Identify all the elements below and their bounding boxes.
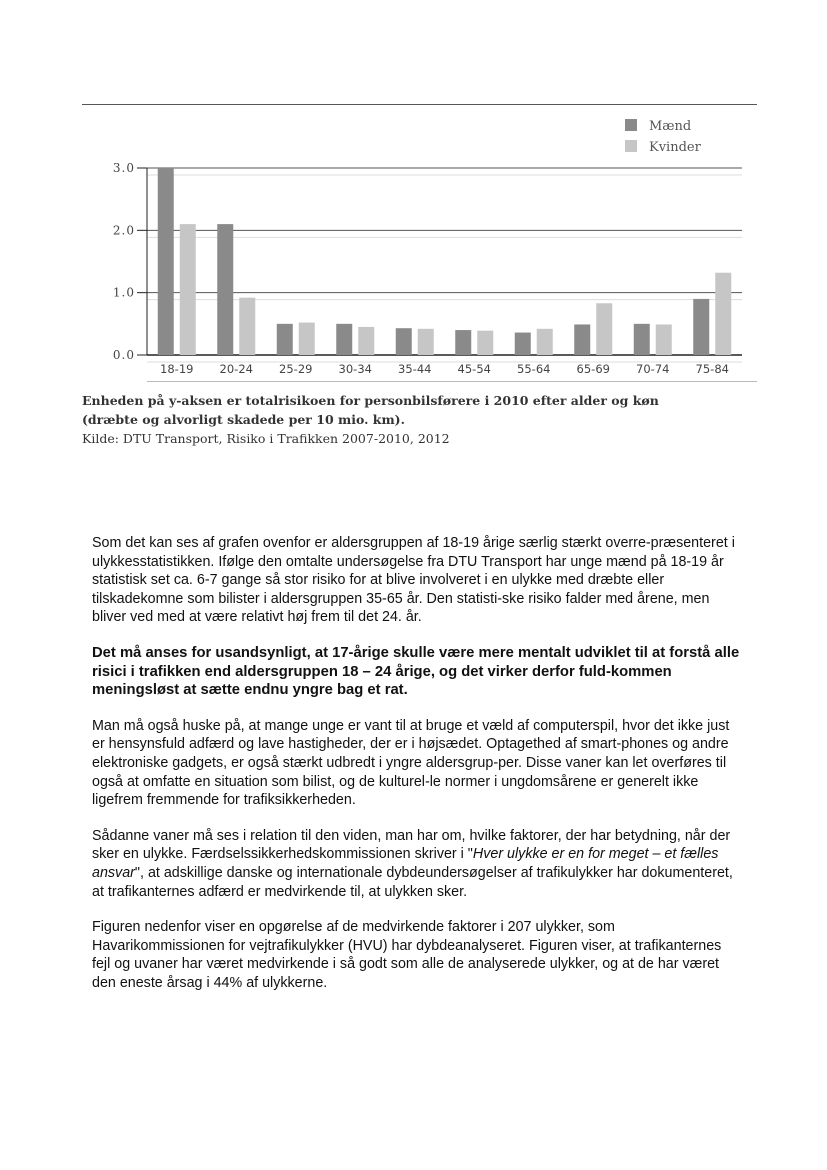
x-tick-label: 18-19 [160, 362, 194, 376]
bar-maend [693, 299, 709, 355]
x-tick-label: 30-34 [338, 362, 372, 376]
bar-kvinder [656, 324, 672, 355]
paragraph-4-start: Sådanne vaner må ses i relation til den viden, man har om, hvilke faktorer, der har betydning, når der sker en ulykke. Færdselssikkerhedskommissionen skriver i " [92, 827, 731, 863]
bar-kvinder [715, 273, 731, 355]
bar-kvinder [180, 224, 196, 355]
y-tick-label: 3.0 [112, 161, 135, 175]
x-tick-label: 45-54 [457, 362, 491, 376]
y-tick-label: 2.0 [112, 223, 135, 238]
bar-kvinder [299, 323, 315, 355]
paragraph-2-bold: Det må anses for usandsynligt, at 17-årige skulle være mere mentalt udviklet til at forstå alle risici i trafikken end aldersgruppen 18 – 24 årige, og det virker derfor fuld-kommen meningsløst at sætte endnu yngre bag et rat. [92, 644, 740, 699]
legend-swatch [625, 119, 637, 131]
y-tick-label: 0.0 [112, 348, 135, 362]
caption-line-2: (dræbte og alvorligt skadede per 10 mio. km). [82, 412, 405, 427]
x-tick-label: 35-44 [398, 362, 432, 376]
paragraph-1: Som det kan ses af grafen ovenfor er aldersgruppen af 18-19 årige særlig stærkt overre-præsenteret i ulykkesstatistikken. Ifølge den omtalte undersøgelse fra DTU Transport har unge mænd på 18-19 år statistisk set ca. 6-7 gange så stor risiko for at blive involveret i en ulykke med dræbte eller tilskadekomne som bilister i aldersgruppen 35-65 år. Den statisti-ske risiko falder med årene, men bliver ved med at være relativt høj frem til det 24. år. [92, 535, 735, 626]
caption-line-1: Enheden på y-aksen er totalrisikoen for personbilsførere i 2010 efter alder og køn [82, 393, 659, 408]
bar-kvinder [477, 331, 493, 355]
bar-maend [574, 324, 590, 355]
bottom-rule [147, 381, 757, 382]
legend-label: Kvinder [649, 140, 701, 155]
paragraph-4 [92, 827, 742, 901]
y-tick-label: 1.0 [112, 285, 135, 300]
chart-grid [147, 168, 742, 362]
bar-maend [634, 324, 650, 355]
bar-kvinder [537, 329, 553, 355]
bar-maend [217, 224, 233, 355]
bar-chart [0, 0, 827, 390]
body-text [92, 534, 742, 1009]
bar-maend [455, 330, 471, 355]
x-tick-label: 55-64 [517, 362, 551, 376]
bar-kvinder [358, 327, 374, 355]
figure-caption [82, 391, 722, 448]
chart-legend [625, 119, 702, 155]
paragraph-4-end: ", at adskillige danske og internationale dybdeundersøgelser af trafikulykker har dokumenteret, at trafikanternes adfærd er medvirkende til, at ulykken sker. [92, 864, 733, 900]
bar-maend [336, 324, 352, 355]
x-tick-label: 20-24 [219, 362, 253, 376]
bar-kvinder [239, 298, 255, 355]
bar-kvinder [596, 303, 612, 355]
bar-kvinder [418, 329, 434, 355]
x-tick-label: 70-74 [636, 362, 670, 376]
bar-maend [396, 328, 412, 355]
caption-source: Kilde: DTU Transport, Risiko i Trafikken 2007-2010, 2012 [82, 431, 450, 446]
x-tick-label: 25-29 [279, 362, 313, 376]
paragraph-3: Man må også huske på, at mange unge er vant til at bruge et væld af computerspil, hvor det ikke just er hensynsfuld adfærd og lave hastigheder, der er i højsædet. Optagethed af smart-phones og andre elektroniske gadgets, er også stærkt udbredt i yngre aldersgrup-per. Disse vaner kan let overføres til også at omfatte en situation som bilist, og de kulturel-le normer i ungdomsårene er generelt ikke ligefrem fremmende for trafiksikkerheden. [92, 717, 730, 809]
bar-maend [277, 324, 293, 355]
bar-maend [158, 168, 174, 355]
paragraph-4-title: Hver ulykke er en for meget – et fælles ansvar [92, 846, 719, 881]
paragraph-5: Figuren nedenfor viser en opgørelse af de medvirkende faktorer i 207 ulykker, som Havarikommissionen for vejtrafikulykker (HVU) har dybdeanalyseret. Figuren viser, at trafikanternes fejl og uvaner har været medvirkende i så godt som alle de analyserede ulykker, og at de har været den eneste årsag i 44% af ulykkerne. [92, 919, 722, 991]
legend-swatch [625, 140, 637, 152]
x-tick-label: 75-84 [695, 362, 729, 376]
bar-maend [515, 333, 531, 355]
x-tick-label: 65-69 [576, 362, 610, 376]
chart-bars [158, 168, 732, 355]
legend-label: Mænd [649, 119, 692, 134]
